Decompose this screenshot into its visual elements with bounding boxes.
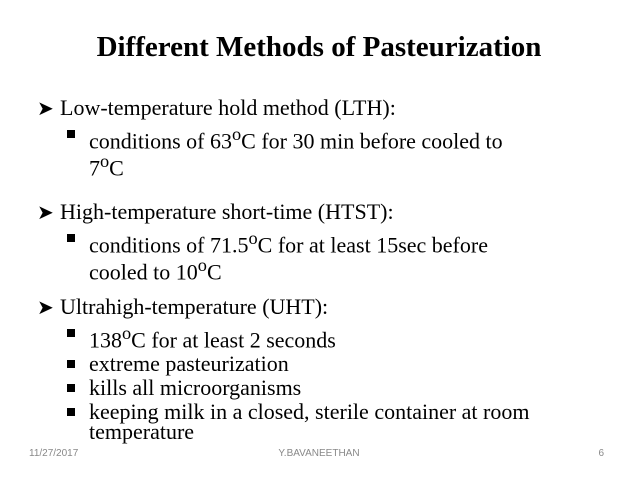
- bullet-line: [89, 255, 619, 285]
- square-bullet-icon: [67, 384, 75, 392]
- arrow-bullet-icon: ➤: [37, 295, 54, 319]
- bullet-uht-kills: [0, 375, 619, 401]
- text: cooled to 10: [89, 259, 198, 285]
- text: C: [206, 259, 222, 285]
- arrow-bullet-icon: ➤: [37, 200, 54, 224]
- heading-lth: [0, 96, 638, 120]
- bullet-line: [89, 124, 619, 154]
- arrow-bullet-icon: ➤: [37, 96, 54, 120]
- bullet-uht-temp: [0, 323, 619, 353]
- bullet-line: [89, 151, 619, 181]
- square-bullet-icon: [67, 130, 75, 138]
- section-lth: [0, 96, 638, 179]
- bullet-htst-conditions: [0, 228, 619, 283]
- superscript: o: [248, 228, 258, 248]
- footer-page-number: 6: [598, 448, 604, 459]
- superscript: o: [122, 323, 132, 343]
- footer-author: Y.BAVANEETHAN: [278, 448, 360, 459]
- text: C for at least 15sec before: [257, 232, 488, 258]
- square-bullet-icon: [67, 408, 75, 416]
- section-uht: [0, 294, 638, 445]
- bullet-lth-conditions: [0, 124, 619, 179]
- heading-htst-text: High-temperature short-time (HTST):: [60, 199, 394, 224]
- text: 138: [89, 327, 122, 353]
- bullet-uht-keeping: [0, 399, 619, 445]
- bullet-line: kills all microorganisms: [89, 375, 302, 401]
- bullet-line: extreme pasteurization: [89, 351, 289, 377]
- slide-title: Different Methods of Pasteurization: [96, 31, 542, 63]
- text: 7: [89, 155, 100, 181]
- superscript: o: [100, 151, 110, 172]
- text: C: [109, 155, 124, 181]
- heading-lth-text: Low-temperature hold method (LTH):: [60, 95, 396, 120]
- footer-date: 11/27/2017: [29, 448, 79, 459]
- bullet-line: keeping milk in a closed, sterile container at room temperature: [89, 399, 530, 445]
- section-htst: [0, 200, 638, 283]
- heading-uht-text: Ultrahigh-temperature (UHT):: [60, 294, 329, 319]
- square-bullet-icon: [67, 360, 75, 368]
- text: C for at least 2 seconds: [131, 327, 336, 353]
- bullet-line: [89, 323, 619, 353]
- superscript: o: [232, 124, 242, 144]
- heading-uht: [0, 295, 638, 319]
- text: conditions of 63: [89, 128, 232, 154]
- square-bullet-icon: [67, 329, 75, 337]
- heading-htst: [0, 200, 638, 224]
- bullet-uht-extreme: [0, 351, 619, 377]
- superscript: o: [197, 255, 207, 276]
- bullet-line: [89, 228, 619, 258]
- square-bullet-icon: [67, 234, 75, 242]
- text: C for 30 min before cooled to: [241, 128, 503, 154]
- text: conditions of 71.5: [89, 232, 249, 258]
